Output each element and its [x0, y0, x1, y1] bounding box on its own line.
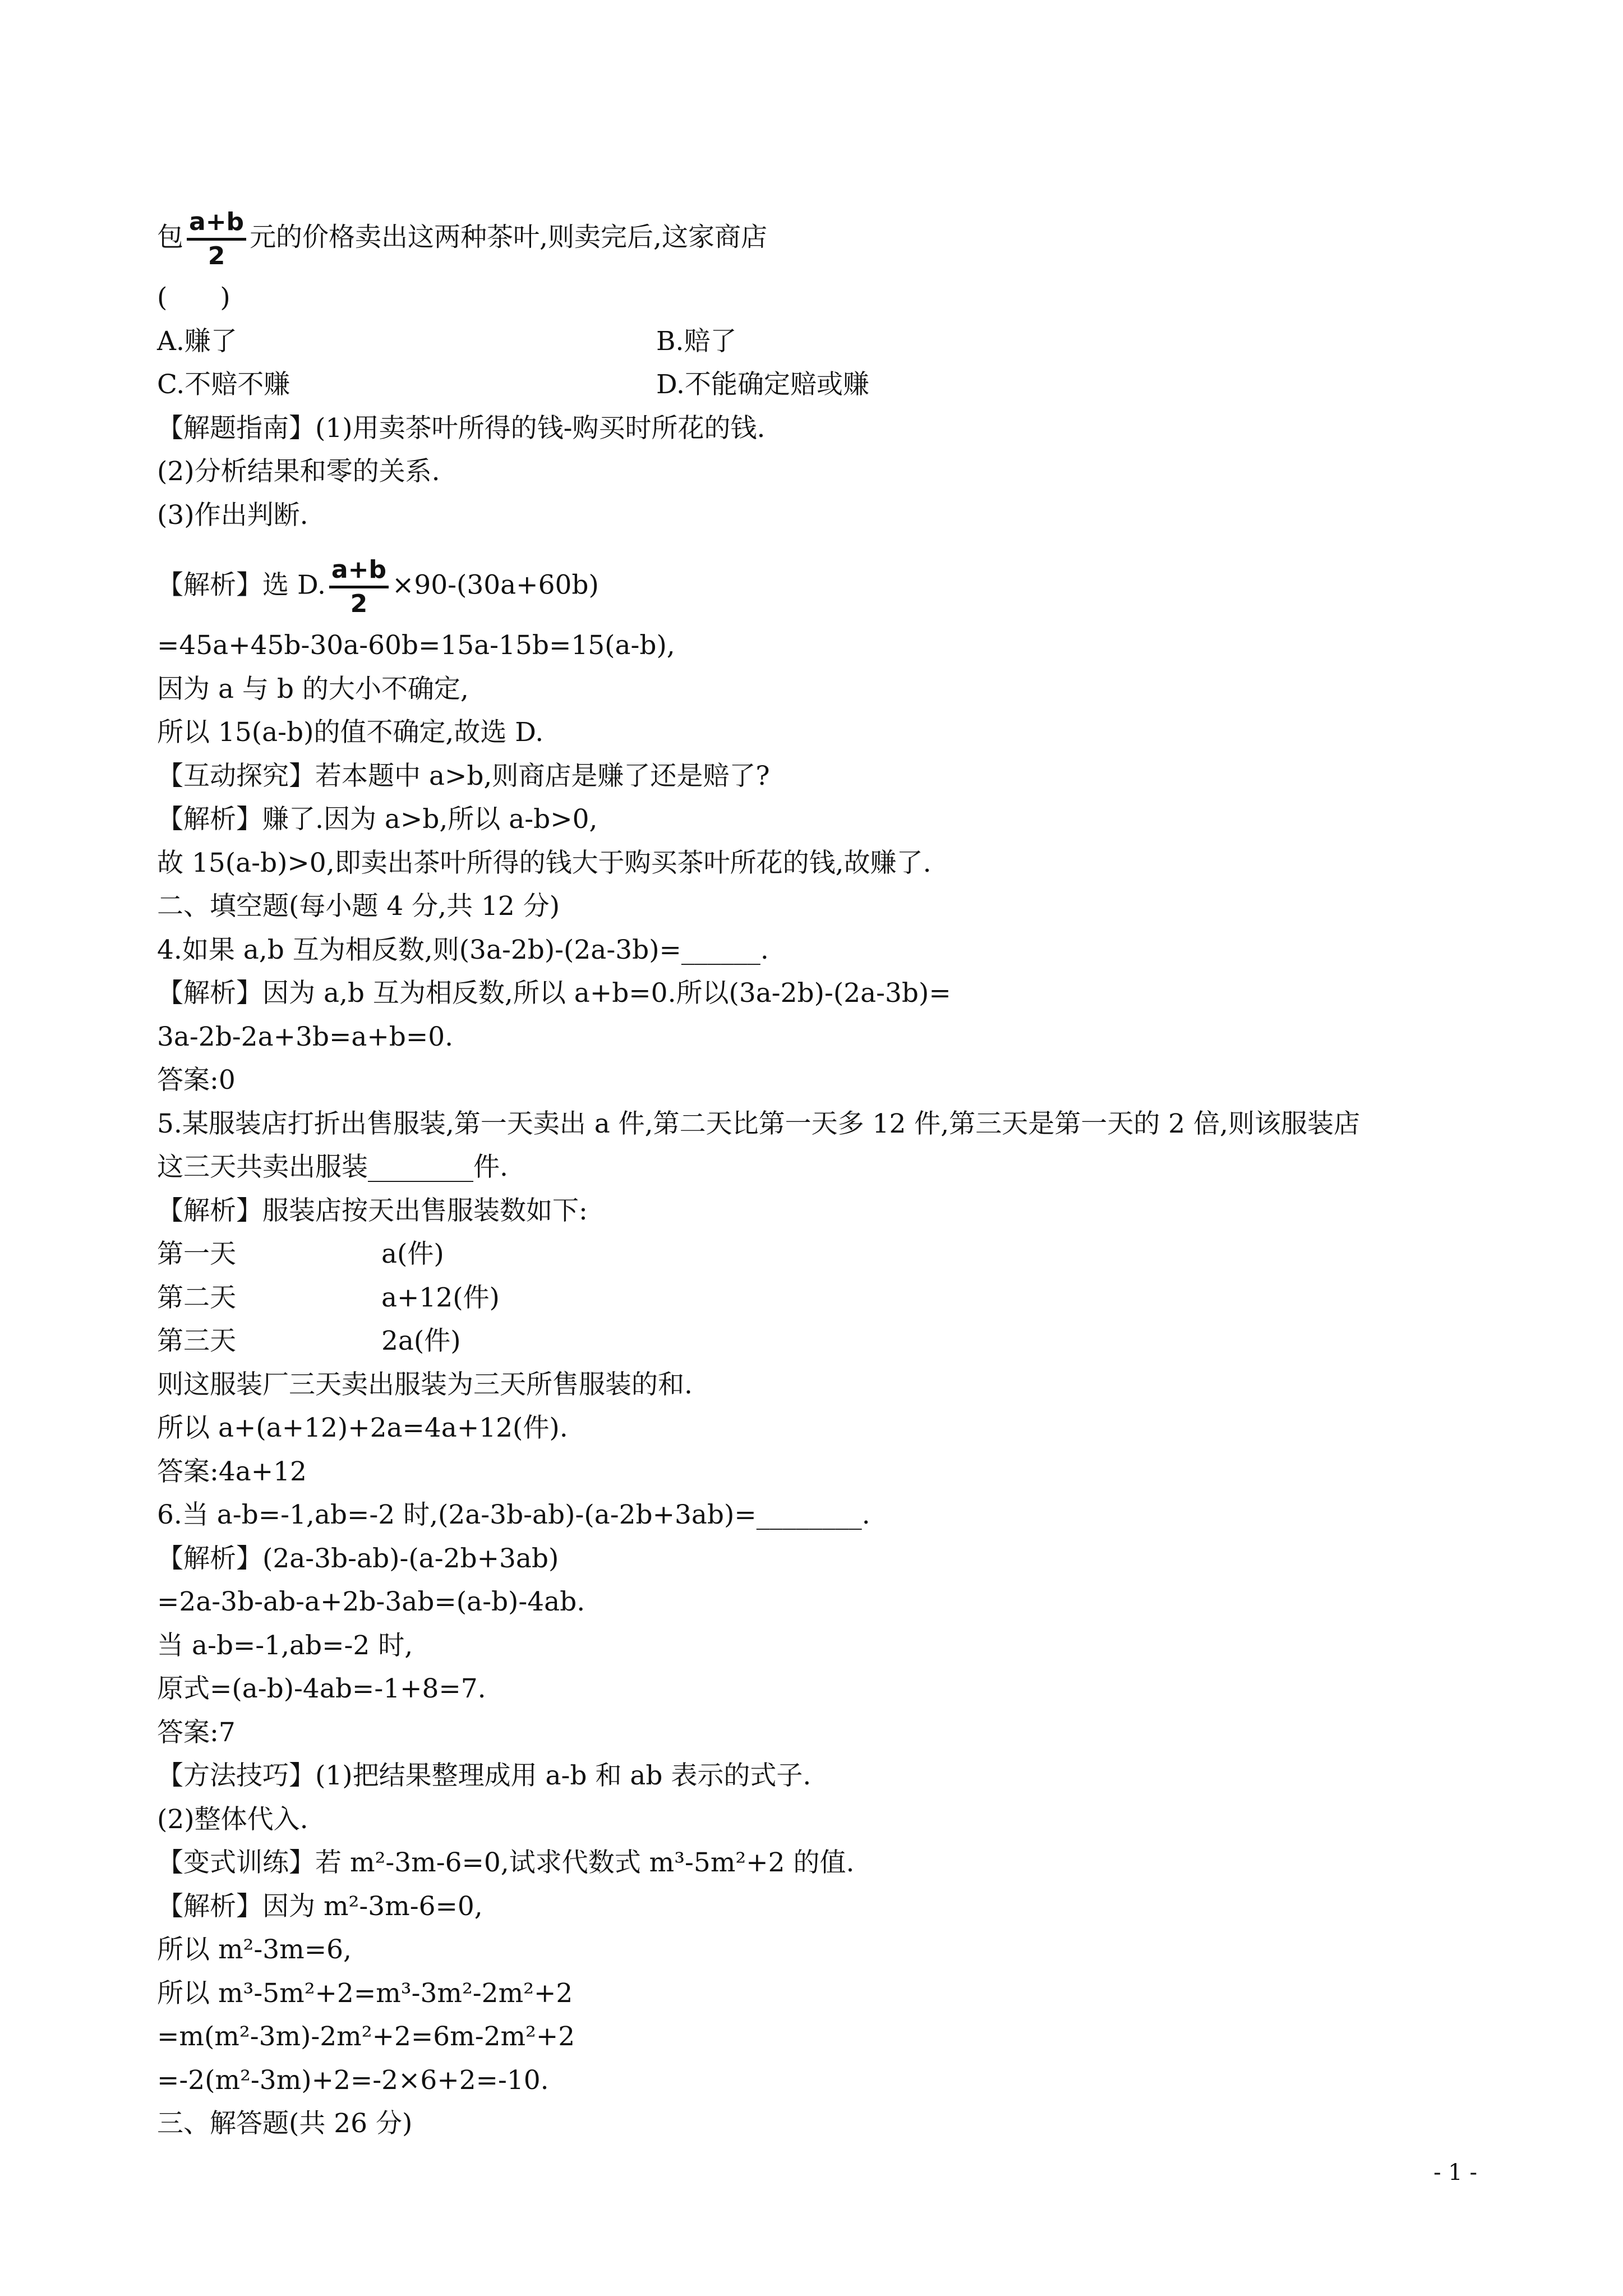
analysis-line-4: 所以 15(a-b)的值不确定,故选 D. [157, 717, 544, 748]
question-4-answer: 答案:0 [157, 1065, 236, 1096]
option-b: B.赔了 [656, 326, 737, 357]
variant-analysis-4: =m(m²-3m)-2m²+2=6m-2m²+2 [157, 2021, 575, 2052]
question-5-analysis-1: 【解析】服装店按天出售服装数如下: [157, 1195, 588, 1226]
method-tip-1: 【方法技巧】(1)把结果整理成用 a-b 和 ab 表示的式子. [157, 1760, 811, 1791]
question-6-analysis-2: =2a-3b-ab-a+2b-3ab=(a-b)-4ab. [157, 1586, 585, 1617]
question-5-analysis-3: 所以 a+(a+12)+2a=4a+12(件). [157, 1412, 568, 1443]
day-row-2: 第二天 a+12(件) [157, 1282, 500, 1313]
explore-question: 【互动探究】若本题中 a>b,则商店是赚了还是赔了? [157, 761, 770, 792]
option-a: A.赚了 [157, 326, 237, 357]
answer-bracket: ( ) [157, 282, 230, 313]
fraction: $\frac{a+b}{2}$ [187, 208, 246, 271]
question-6-answer: 答案:7 [157, 1717, 236, 1748]
question-5-line-1: 5.某服装店打折出售服装,第一天卖出 a 件,第二天比第一天多 12 件,第三天是第一天的 2 倍,则该服装店 [157, 1108, 1360, 1139]
question-6: 6.当 a-b=-1,ab=-2 时,(2a-3b-ab)-(a-2b+3ab)=________. [157, 1499, 870, 1530]
question-4: 4.如果 a,b 互为相反数,则(3a-2b)-(2a-3b)=______. [157, 935, 769, 965]
variant-question: 【变式训练】若 m²-3m-6=0,试求代数式 m³-5m²+2 的值. [157, 1847, 855, 1878]
variant-analysis-2: 所以 m²-3m=6, [157, 1934, 352, 1965]
variant-analysis-5: =-2(m²-3m)+2=-2×6+2=-10. [157, 2065, 549, 2096]
guide-line-1: 【解题指南】(1)用卖茶叶所得的钱-购买时所花的钱. [157, 413, 766, 444]
day-row-1: 第一天 a(件) [157, 1239, 444, 1269]
explore-analysis-2: 故 15(a-b)>0,即卖出茶叶所得的钱大于购买茶叶所花的钱,故赚了. [157, 848, 932, 878]
guide-line-3: (3)作出判断. [157, 500, 308, 531]
page-number: - 1 - [1433, 2160, 1477, 2185]
option-c: C.不赔不赚 [157, 369, 291, 400]
variant-analysis-1: 【解析】因为 m²-3m-6=0, [157, 1891, 483, 1922]
options-row-2 [157, 367, 1447, 402]
method-tip-2: (2)整体代入. [157, 1804, 308, 1835]
question-6-analysis-3: 当 a-b=-1,ab=-2 时, [157, 1630, 413, 1661]
question-5-analysis-2: 则这服装厂三天卖出服装为三天所售服装的和. [157, 1369, 693, 1400]
question3-stem: 包 $\frac{a+b}{2}$ 元的价格卖出这两种茶叶,则卖完后,这家商店 [157, 208, 767, 270]
fraction: $\frac{a+b}{2}$ [329, 555, 389, 619]
section-2-heading: 二、填空题(每小题 4 分,共 12 分) [157, 891, 560, 922]
question-6-analysis-1: 【解析】(2a-3b-ab)-(a-2b+3ab) [157, 1543, 559, 1574]
question-4-analysis-2: 3a-2b-2a+3b=a+b=0. [157, 1022, 454, 1052]
variant-analysis-3: 所以 m³-5m²+2=m³-3m²-2m²+2 [157, 1978, 573, 2009]
day-row-3: 第三天 2a(件) [157, 1326, 461, 1356]
question-6-analysis-4: 原式=(a-b)-4ab=-1+8=7. [157, 1673, 486, 1704]
guide-line-2: (2)分析结果和零的关系. [157, 456, 440, 487]
section-3-heading: 三、解答题(共 26 分) [157, 2108, 413, 2139]
analysis-line-1: 【解析】选 D. $\frac{a+b}{2}$ ×90-(30a+60b) [157, 555, 599, 618]
options-row-1 [157, 324, 1447, 359]
question-5-answer: 答案:4a+12 [157, 1456, 307, 1487]
question-4-analysis-1: 【解析】因为 a,b 互为相反数,所以 a+b=0.所以(3a-2b)-(2a-3b)= [157, 978, 951, 1009]
option-d: D.不能确定赔或赚 [656, 369, 869, 400]
analysis-line-2: =45a+45b-30a-60b=15a-15b=15(a-b), [157, 630, 675, 661]
explore-analysis-1: 【解析】赚了.因为 a>b,所以 a-b>0, [157, 804, 598, 835]
question-5-line-2: 这三天共卖出服装________件. [157, 1152, 508, 1182]
analysis-line-3: 因为 a 与 b 的大小不确定, [157, 674, 469, 705]
